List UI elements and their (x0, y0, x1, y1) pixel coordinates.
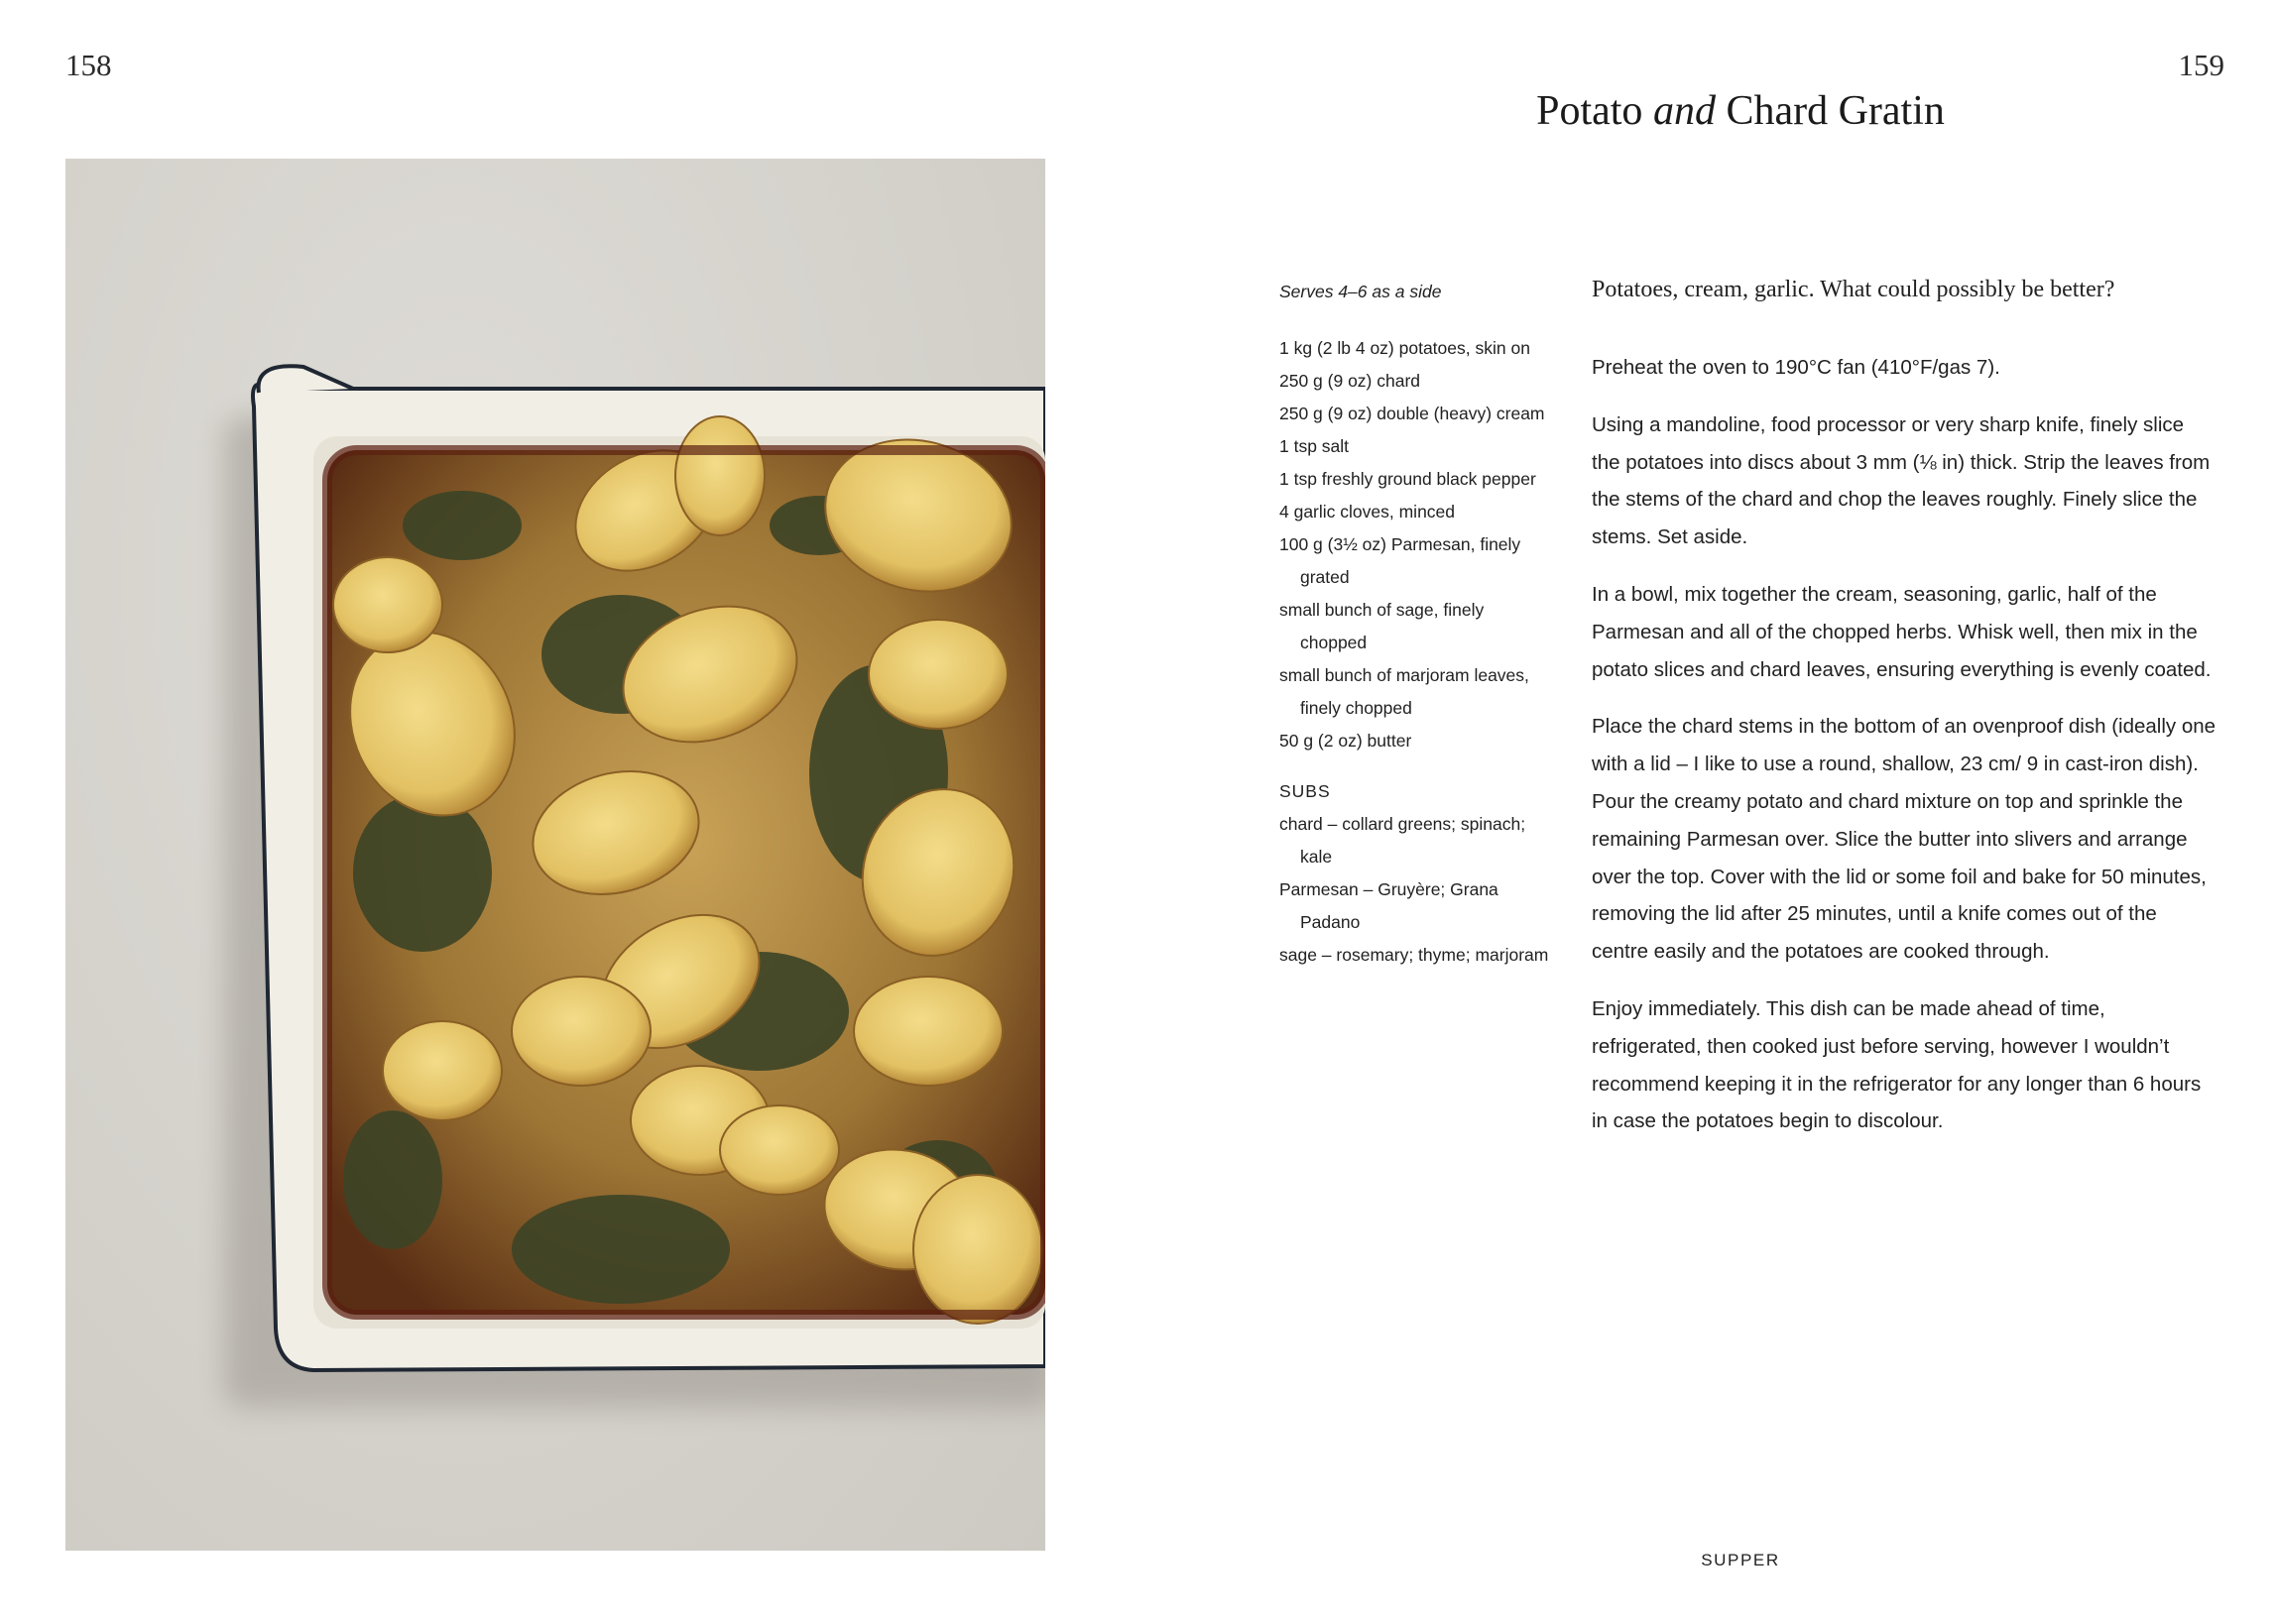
subs-heading: SUBS (1279, 781, 1331, 801)
method-step: In a bowl, mix together the cream, seasoning, garlic, half of the Parmesan and all of the chopped herbs. Whisk well, then mix in the potato slices and chard leaves, ensuring everything is evenly coated. (1592, 582, 2212, 681)
substitution-item: sage – rosemary; thyme; marjoram (1279, 945, 1549, 965)
ingredient-item: 100 g (3½ oz) Parmesan, finely grated (1279, 534, 1521, 587)
ingredient-item: 4 garlic cloves, minced (1279, 502, 1456, 522)
ingredient-item: 1 kg (2 lb 4 oz) potatoes, skin on (1279, 338, 1530, 358)
page-number-left: 158 (65, 48, 112, 82)
gratin-dish-illustration (65, 159, 1045, 1551)
ingredients-column (1279, 276, 1552, 972)
serves-note: Serves 4–6 as a side (1279, 282, 1442, 301)
ingredient-item: 50 g (2 oz) butter (1279, 731, 1412, 751)
recipe-title-and: and (1652, 88, 1716, 134)
method-step: Using a mandoline, food processor or very sharp knife, finely slice the potatoes into discs about 3 mm (⅛ in) thick. Strip the leaves from the stems of the chard and chop the leaves roughly. Finely slice the stems. Set aside. (1592, 412, 2211, 549)
substitutions-list (1279, 808, 1552, 972)
recipe-title (1369, 87, 2112, 135)
method-step: Preheat the oven to 190°C fan (410°F/gas 7). (1592, 356, 2000, 379)
section-label: SUPPER (1701, 1551, 1780, 1569)
substitution-item: chard – collard greens; spinach; kale (1279, 814, 1526, 867)
recipe-title-part2: Chard Gratin (1715, 88, 1945, 134)
ingredient-item: small bunch of marjoram leaves, finely chopped (1279, 665, 1529, 718)
recipe-intro: Potatoes, cream, garlic. What could possibly be better? (1592, 277, 2115, 302)
method-step: Enjoy immediately. This dish can be made ahead of time, refrigerated, then cooked just before serving, however I wouldn’t recommend keeping it in the refrigerator for any longer than 6 hours in case the potatoes begin to discolour. (1592, 996, 2202, 1133)
ingredient-item: 250 g (9 oz) chard (1279, 371, 1421, 391)
ingredient-list (1279, 332, 1552, 757)
ingredient-item: 250 g (9 oz) double (heavy) cream (1279, 404, 1545, 423)
method-column (1592, 272, 2216, 1160)
ingredient-item: 1 tsp freshly ground black pepper (1279, 469, 1536, 489)
method-step: Place the chard stems in the bottom of an ovenproof dish (ideally one with a lid – I like to use a round, shallow, 23 cm/ 9 in cast-iron dish). Pour the creamy potato and chard mixture on top and sprinkle the remaining Parmesan over. Slice the butter into slivers and arrange over the top. Cover with the lid or some foil and bake for 50 minutes, removing the lid after 25 minutes, until a knife comes out of the centre easily and the potatoes are cooked through. (1592, 715, 2216, 964)
ingredient-item: 1 tsp salt (1279, 436, 1350, 456)
ingredient-item: small bunch of sage, finely chopped (1279, 600, 1485, 652)
page-number-right: 159 (2178, 48, 2224, 82)
food-photo (65, 159, 1045, 1551)
substitution-item: Parmesan – Gruyère; Grana Padano (1279, 879, 1498, 932)
recipe-title-part1: Potato (1536, 88, 1653, 134)
